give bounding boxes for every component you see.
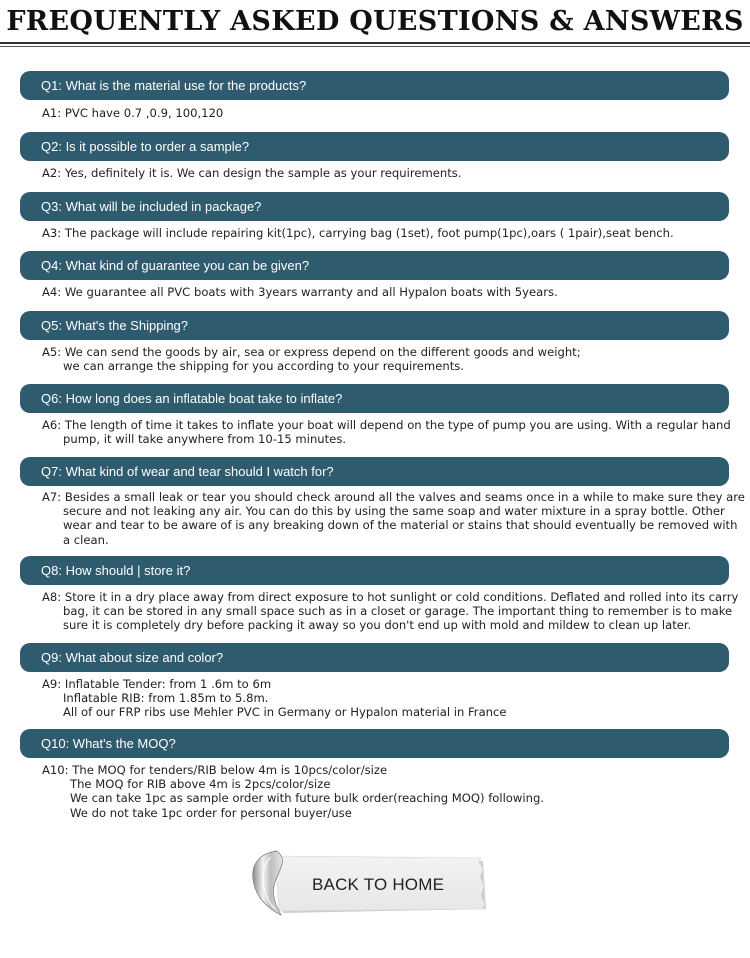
answer-line: A10: The MOQ for tenders/RIB below 4m is 10pcs/color/size xyxy=(42,763,388,777)
answer-line: A7: Besides a small leak or tear you should check around all the valves and seams once in a while to make sure they are xyxy=(42,490,745,504)
faq-question-9: Q9: What about size and color? xyxy=(20,643,729,672)
faq-answer-9 xyxy=(42,677,732,720)
faq-answer-2 xyxy=(42,166,732,180)
answer-line: We can take 1pc as sample order with future bulk order(reaching MOQ) following. xyxy=(70,791,545,806)
back-to-home-label[interactable]: BACK TO HOME xyxy=(312,875,445,894)
title-divider-thin xyxy=(0,46,750,47)
answer-line: bag, it can be stored in any small space such as in a closet or garage. The important thing to remember is to make xyxy=(63,604,733,619)
answer-line: pump, it will take anywhere from 10-15 minutes. xyxy=(63,432,347,447)
faq-question-3: Q3: What will be included in package? xyxy=(20,192,729,221)
faq-question-6: Q6: How long does an inflatable boat take to inflate? xyxy=(20,384,729,413)
answer-line: We do not take 1pc order for personal buyer/use xyxy=(70,805,352,820)
answer-line: All of our FRP ribs use Mehler PVC in Germany or Hypalon material in France xyxy=(63,705,507,720)
answer-line: a clean. xyxy=(63,532,109,547)
faq-answer-8 xyxy=(42,590,739,633)
answer-line: wear and tear to be aware of is any breaking down of the material or stains that should eventually be removed with xyxy=(63,518,738,533)
faq-question-2: Q2: Is it possible to order a sample? xyxy=(20,132,729,161)
faq-question-10: Q10: What's the MOQ? xyxy=(20,729,729,758)
answer-line: sure it is completely dry before packing it away so you don't end up with mold and mildew to clean up later. xyxy=(63,618,692,633)
answer-line: The MOQ for RIB above 4m is 2pcs/color/size xyxy=(70,777,331,792)
faq-question-7: Q7: What kind of wear and tear should I watch for? xyxy=(20,457,729,486)
answer-line: A8: Store it in a dry place away from direct exposure to hot sunlight or cold conditions. Deflated and rolled into its carry xyxy=(42,590,739,604)
faq-question-4: Q4: What kind of guarantee you can be given? xyxy=(20,251,729,280)
faq-answer-5 xyxy=(42,345,732,373)
answer-line: we can arrange the shipping for you according to your requirements. xyxy=(63,359,464,374)
answer-line: A2: Yes, definitely it is. We can design the sample as your requirements. xyxy=(42,166,462,180)
title-divider xyxy=(0,42,750,44)
faq-question-8: Q8: How should | store it? xyxy=(20,556,729,585)
answer-line: A6: The length of time it takes to inflate your boat will depend on the type of pump you are using. With a regular hand xyxy=(42,418,731,432)
faq-answer-3 xyxy=(42,226,732,240)
faq-answer-4 xyxy=(42,285,732,299)
answer-line: A4: We guarantee all PVC boats with 3years warranty and all Hypalon boats with 5years. xyxy=(42,285,558,299)
answer-line: A1: PVC have 0.7 ,0.9, 100,120 xyxy=(42,106,224,120)
answer-line: secure and not leaking any air. You can do this by using the same soap and water mixture in a spray bottle. Other xyxy=(63,504,725,519)
answer-line: A9: Inflatable Tender: from 1 .6m to 6m xyxy=(42,677,272,691)
faq-answer-10 xyxy=(42,763,732,820)
answer-line: A5: We can send the goods by air, sea or express depend on the different goods and weight; xyxy=(42,345,581,359)
answer-line: A3: The package will include repairing kit(1pc), carrying bag (1set), foot pump(1pc),oars ( 1pair),seat bench. xyxy=(42,226,674,240)
faq-answer-1 xyxy=(42,106,732,120)
answer-line: Inflatable RIB: from 1.85m to 5.8m. xyxy=(63,691,269,706)
page-title: FREQUENTLY ASKED QUESTIONS & ANSWERS xyxy=(6,6,744,37)
faq-answer-6 xyxy=(42,418,732,446)
faq-answer-7 xyxy=(42,490,745,547)
faq-question-1: Q1: What is the material use for the products? xyxy=(20,71,729,100)
faq-question-5: Q5: What's the Shipping? xyxy=(20,311,729,340)
